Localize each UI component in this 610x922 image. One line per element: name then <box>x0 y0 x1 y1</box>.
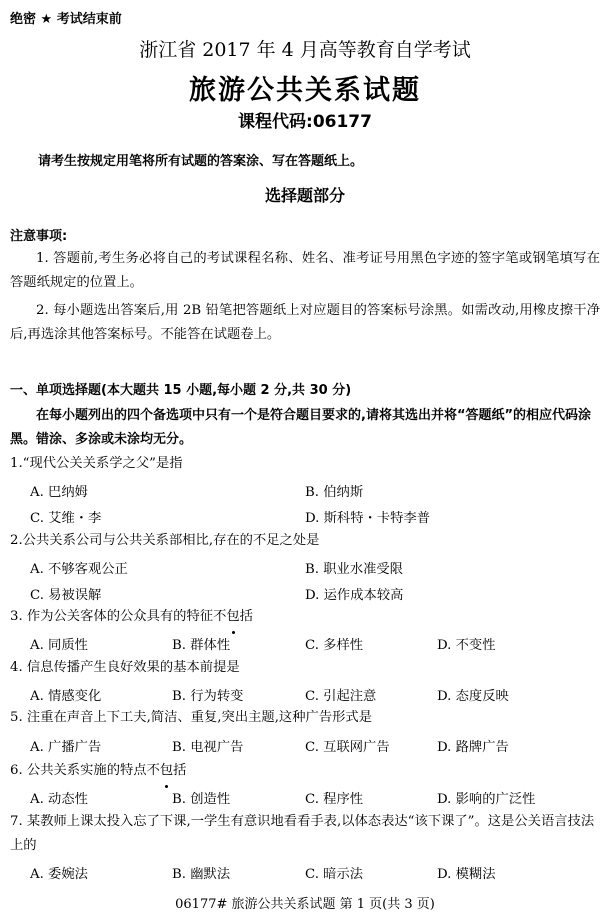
question-3-option-b: B. 群体性 <box>172 638 231 653</box>
question-5-option-c: C. 互联网广告 <box>305 740 390 755</box>
question-7-option-d: D. 模糊法 <box>437 867 496 882</box>
question-2-stem: 2.公共关系公司与公共关系部相比,存在的不足之处是 <box>10 533 320 548</box>
course-code: 课程代码:06177 <box>238 112 372 132</box>
question-6-option-a: A. 动态性 <box>30 792 88 807</box>
question-7-option-a: A. 委婉法 <box>30 867 88 882</box>
emphasis-not-included: 不包括 <box>147 759 187 783</box>
question-1-option-c: C. 艾维・李 <box>30 511 102 526</box>
question-3-option-c: C. 多样性 <box>305 638 364 653</box>
answer-instruction: 请考生按规定用笔将所有试题的答案涂、写在答题纸上。 <box>38 154 364 169</box>
question-2-option-d: D. 运作成本较高 <box>305 588 404 603</box>
question-5-stem: 5. 注重在声音上下工夫,简洁、重复,突出主题,这种广告形式是 <box>10 710 373 725</box>
question-4-option-d: D. 态度反映 <box>437 689 509 704</box>
question-5-option-b: B. 电视广告 <box>172 740 244 755</box>
question-3-option-d: D. 不变性 <box>437 638 496 653</box>
question-7-stem: 7. 某教师上课太投入忘了下课,一学生有意识地看看手表,以体态表达“该下课了”。这是公关语言技法上的 <box>10 814 595 853</box>
question-3-option-a: A. 同质性 <box>30 638 88 653</box>
page-footer: 06177# 旅游公共关系试题 第 1 页(共 3 页) <box>175 897 435 912</box>
section-description: 在每小题列出的四个备选项中只有一个是符合题目要求的,请将其选出并将“答题纸”的相应代码涂黑。错涂、多涂或未涂均无分。 <box>10 408 592 447</box>
question-3-stem: 3. 作为公关客体的公众具有的特征不包括 <box>10 605 600 629</box>
part-title: 选择题部分 <box>264 186 345 205</box>
emphasis-not-included: 不包括 <box>213 605 253 629</box>
exam-name: 浙江省 2017 年 4 月高等教育自学考试 <box>139 39 471 61</box>
question-4-stem: 4. 信息传播产生良好效果的基本前提是 <box>10 660 240 675</box>
question-5-option-d: D. 路牌广告 <box>437 740 509 755</box>
question-6-option-d: D. 影响的广泛性 <box>437 792 536 807</box>
note-item-2: 2. 每小题选出答案后,用 2B 铅笔把答题纸上对应题目的答案标号涂黑。如需改动,用橡皮擦干净后,再选涂其他答案标号。不能答在试题卷上。 <box>10 303 600 342</box>
subject-title: 旅游公共关系试题 <box>189 75 421 106</box>
question-2-option-a: A. 不够客观公正 <box>30 562 128 577</box>
question-4-option-a: A. 情感变化 <box>30 689 102 704</box>
question-4-option-b: B. 行为转变 <box>172 689 244 704</box>
question-1-option-b: B. 伯纳斯 <box>305 485 364 500</box>
question-7-option-b: B. 幽默法 <box>172 867 231 882</box>
question-2-option-b: B. 职业水准受限 <box>305 562 404 577</box>
notes-title: 注意事项: <box>10 229 68 244</box>
note-item-1: 1. 答题前,考生务必将自己的考试课程名称、姓名、准考证号用黑色字迹的签字笔或钢笔填写在答题纸规定的位置上。 <box>10 251 600 290</box>
question-6-option-b: B. 创造性 <box>172 792 231 807</box>
question-6-stem: 6. 公共关系实施的特点不包括 <box>10 759 600 783</box>
secret-mark: 绝密 ★ 考试结束前 <box>10 12 122 27</box>
question-2-option-c: C. 易被误解 <box>30 588 102 603</box>
question-6-option-c: C. 程序性 <box>305 792 364 807</box>
question-7-option-c: C. 暗示法 <box>305 867 364 882</box>
question-1-option-a: A. 巴纳姆 <box>30 485 88 500</box>
question-5-option-a: A. 广播广告 <box>30 740 102 755</box>
question-1-option-d: D. 斯科特・卡特李普 <box>305 511 431 526</box>
question-1-stem: 1.“现代公关关系学之父”是指 <box>10 456 183 471</box>
section-title: 一、单项选择题(本大题共 15 小题,每小题 2 分,共 30 分) <box>10 383 352 398</box>
question-4-option-c: C. 引起注意 <box>305 689 377 704</box>
